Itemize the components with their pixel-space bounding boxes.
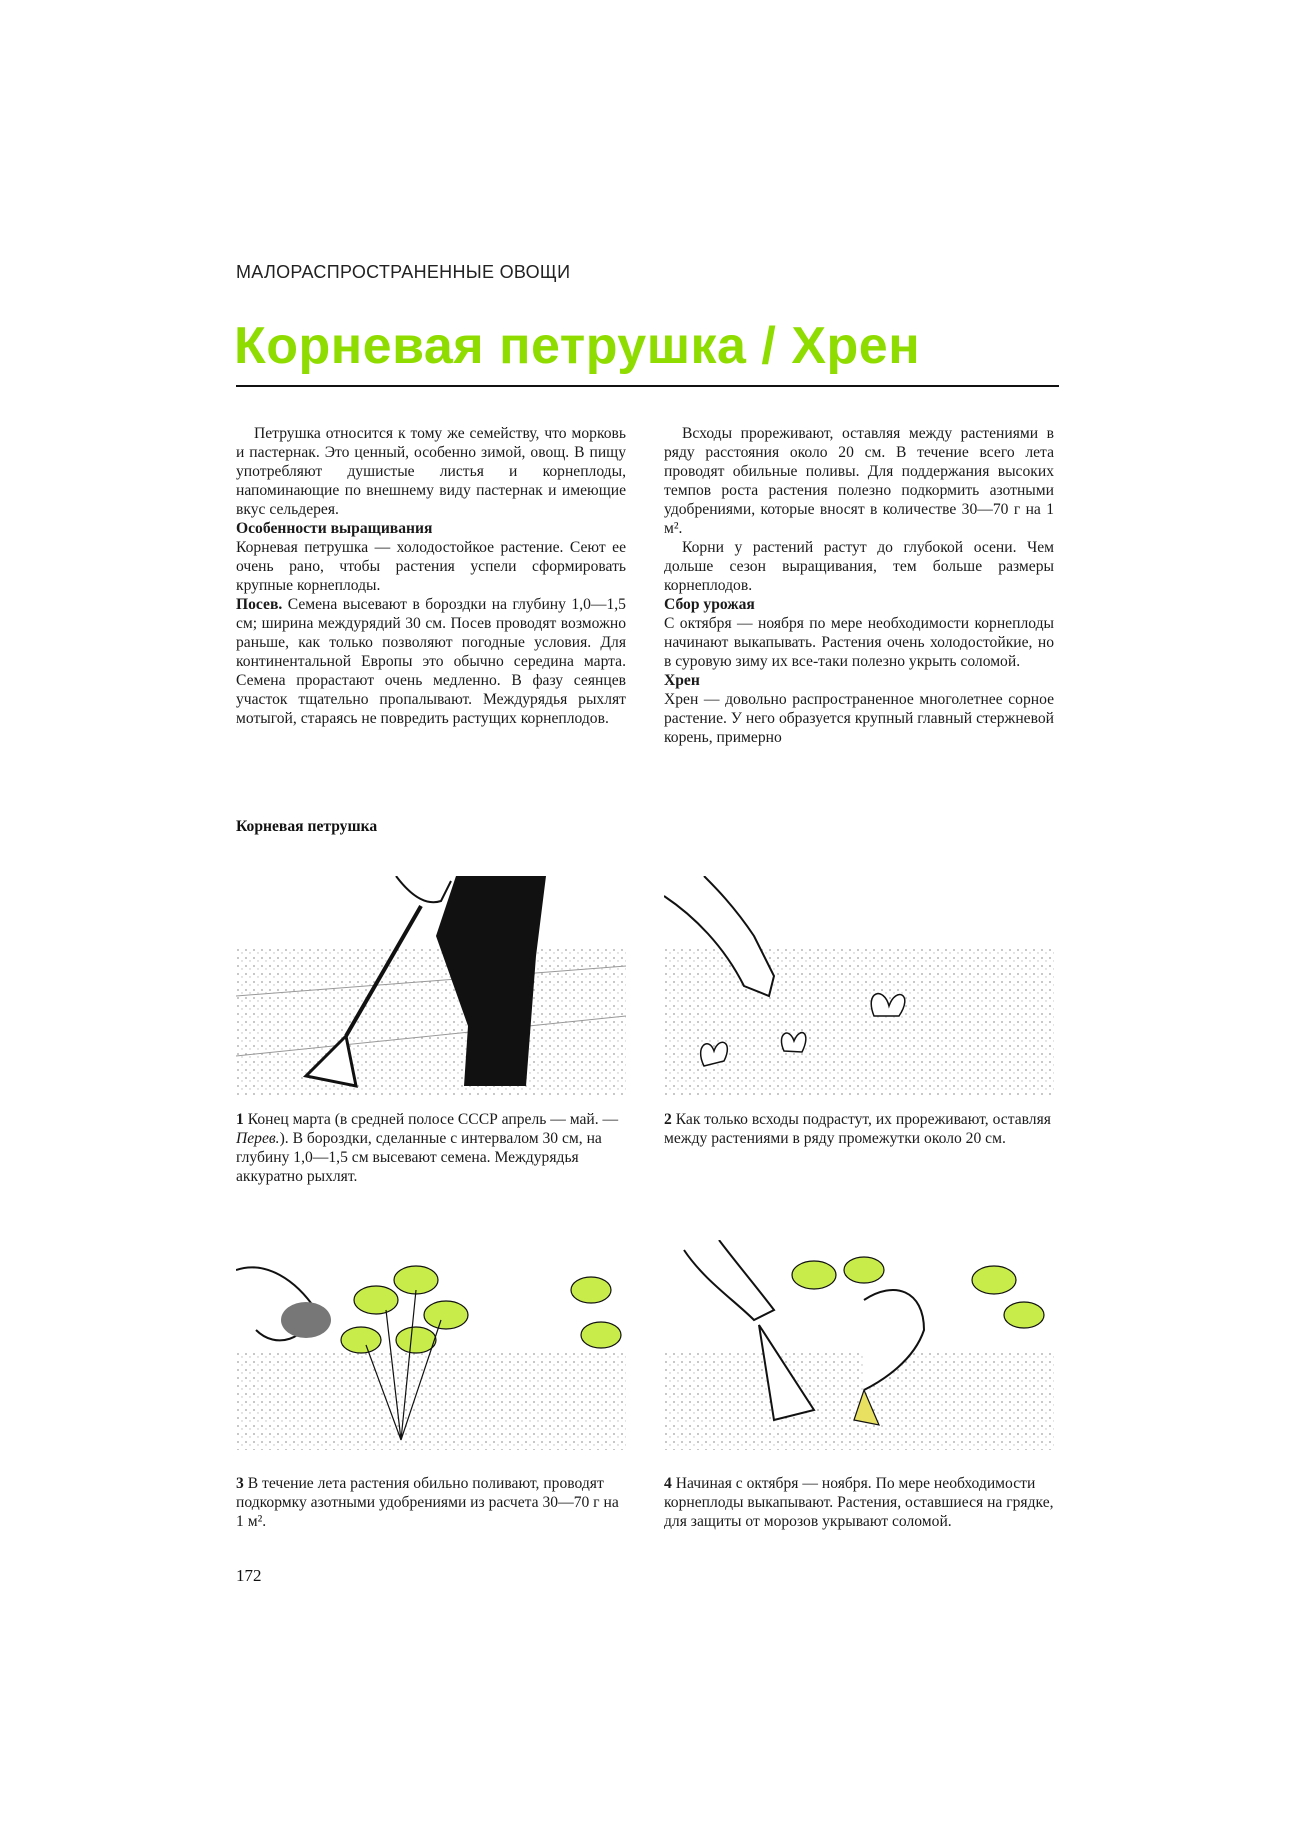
soil-bed (236, 946, 626, 1096)
figure-number: 3 (236, 1475, 244, 1492)
hand (396, 876, 451, 902)
figure-4-digging-illustration (664, 1240, 1054, 1450)
figure-number: 2 (664, 1111, 672, 1128)
figure-1-hoeing-illustration (236, 876, 626, 1096)
left-text-column (236, 424, 626, 728)
figure-4-caption: 4 Начиная с октября — ноября. По мере необходимости корнеплоды выкапывают. Растения, оставшиеся на грядке, для защиты от морозов укрывают соломой. (664, 1475, 1054, 1530)
fertilizer-granules (281, 1302, 331, 1338)
title-divider (236, 385, 1059, 387)
soil-bed (236, 1350, 626, 1450)
parsley-plant (571, 1277, 621, 1348)
growing-heading: Особенности выращивания (236, 520, 433, 537)
growing-paragraph: Корневая петрушка — холодостойкое растение. Сеют ее очень рано, чтобы растения успели сформировать крупные корнеплоды. (236, 539, 626, 594)
intro-paragraph: Петрушка относится к тому же семейству, что морковь и пастернак. Это ценный, особенно зимой, овощ. В пищу употребляют душистые листья и корнеплоды, напоминающие по внешнему виду пастернак и имеющие вкус сельдерея. (236, 425, 626, 518)
page-title: Корневая петрушка / Хрен (234, 317, 921, 375)
soil-bed (664, 946, 1054, 1096)
figure-3-caption: 3 В течение лета растения обильно поливают, проводят подкормку азотными удобрениями из расчета 30—70 г на 1 м². (236, 1475, 619, 1530)
figure-2-caption: 2 Как только всходы подрастут, их прореживают, оставляя между растениями в ряду промежутки около 20 см. (664, 1111, 1051, 1147)
hand (684, 1240, 774, 1320)
harvest-paragraph: С октября — ноября по мере необходимости корнеплоды начинают выкапывать. Растения очень холодостойкие, но в суровую зиму их все-таки полезно укрыть соломой. (664, 615, 1054, 670)
right-text-column (664, 424, 1054, 747)
sowing-paragraph (236, 595, 626, 728)
page-number: 172 (236, 1566, 262, 1585)
running-head: МАЛОРАСПРОСТРАНЕННЫЕ ОВОЩИ (236, 262, 571, 282)
figure-2-thinning-illustration (664, 876, 1054, 1096)
horseradish-heading: Хрен (664, 672, 700, 689)
figures-heading: Корневая петрушка (236, 818, 378, 835)
thinning-paragraph: Всходы прореживают, оставляя между растениями в ряду расстояния около 20 см. В течение всего лета проводят обильные поливы. Для поддержания высоких темпов роста растения полезно подкормить азотными удобрениями, которые вносят в количестве 30—70 г на 1 м². (664, 425, 1054, 537)
parsley-plant (341, 1266, 468, 1353)
figure-1-caption: 1 Конец марта (в средней полосе СССР апрель — май. — Перев.). В бороздки, сделанные с интервалом 30 см, на глубину 1,0—1,5 см высевают семена. Междурядья аккуратно рыхлят. (236, 1111, 619, 1185)
horseradish-paragraph: Хрен — довольно распространенное многолетнее сорное растение. У него образуется крупный главный стержневой корень, примерно (664, 691, 1054, 746)
harvest-heading: Сбор урожая (664, 596, 755, 613)
figure-number: 1 (236, 1111, 244, 1128)
soil-bed (664, 1350, 1054, 1450)
figure-3-fertilizing-illustration (236, 1240, 626, 1450)
roots-paragraph: Корни у растений растут до глубокой осени. Чем дольше сезон выращивания, тем больше размеры корнеплодов. (664, 539, 1054, 594)
sowing-lead: Посев. (236, 596, 283, 613)
figure-number: 4 (664, 1475, 672, 1492)
sowing-text: Семена высевают в бороздки на глубину 1,0—1,5 см; ширина междурядий 30 см. Посев проводят возможно раньше, как только позволяют погодные условия. Для континентальной Европы это обычно середина марта. Семена прорастают очень медленно. В фазу сеянцев участок тщательно пропалывают. Междурядья рыхлят мотыгой, стараясь не повредить растущих корнеплодов. (236, 596, 626, 727)
